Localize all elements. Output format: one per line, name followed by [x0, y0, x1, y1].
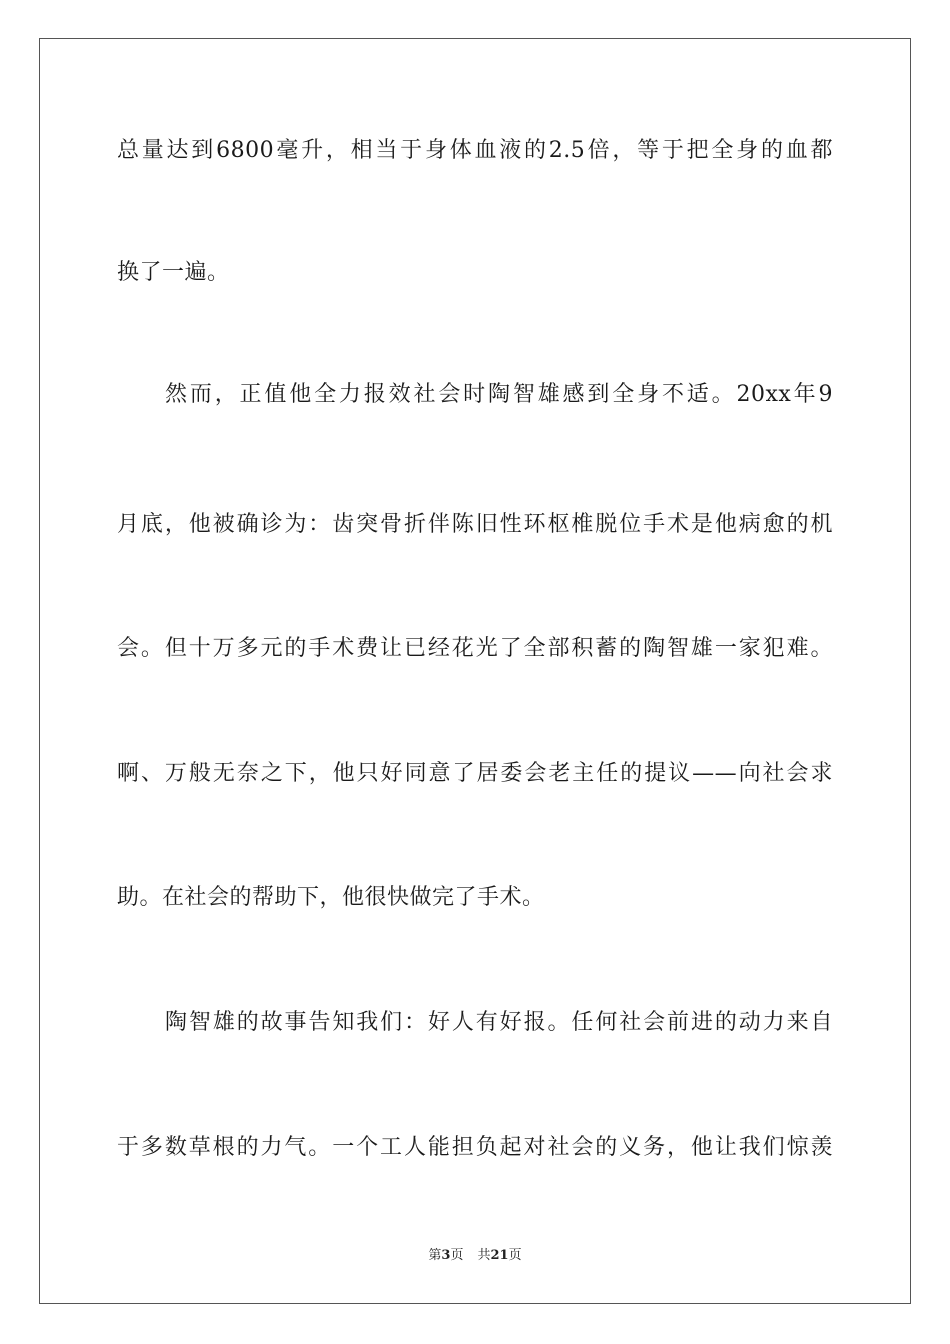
text-line-1: 总量达到6800毫升，相当于身体血液的2.5倍，等于把全身的血都 — [117, 138, 833, 163]
footer-page-prefix: 第 — [428, 1248, 442, 1263]
text-line-2: 换了一遍。 — [117, 260, 230, 285]
footer-total-prefix: 共 — [477, 1248, 491, 1263]
text-line-5: 会。但十万多元的手术费让已经花光了全部积蓄的陶智雄一家犯难。 — [117, 636, 833, 661]
footer-page-total: 21 — [490, 1248, 509, 1263]
footer-page-current: 3 — [441, 1248, 451, 1263]
page-border — [39, 38, 911, 1304]
text-line-9: 于多数草根的力气。一个工人能担负起对社会的义务，他让我们惊羡 — [117, 1135, 833, 1160]
page-footer — [0, 1247, 950, 1265]
footer-page-suffix: 页 — [450, 1248, 464, 1263]
text-line-4: 月底，他被确诊为：齿突骨折伴陈旧性环枢椎脱位手术是他病愈的机 — [117, 512, 833, 537]
text-line-6: 啊、万般无奈之下，他只好同意了居委会老主任的提议——向社会求 — [117, 761, 833, 786]
footer-total-suffix: 页 — [508, 1248, 522, 1263]
text-line-3: 然而，正值他全力报效社会时陶智雄感到全身不适。20xx年9 — [165, 382, 833, 407]
text-line-8: 陶智雄的故事告知我们：好人有好报。任何社会前进的动力来自 — [165, 1010, 833, 1035]
text-line-7: 助。在社会的帮助下，他很快做完了手术。 — [117, 885, 545, 910]
